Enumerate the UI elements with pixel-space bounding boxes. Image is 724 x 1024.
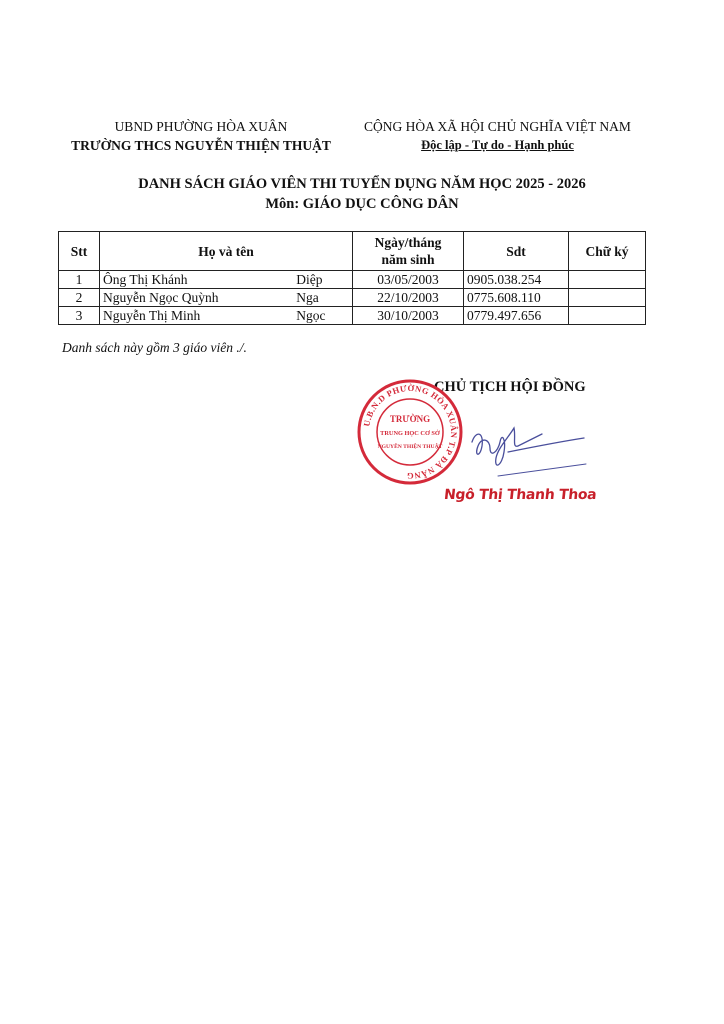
header-stt: Stt: [59, 232, 100, 271]
header-dob-line1: Ngày/tháng: [374, 235, 442, 250]
cell-phone: 0779.497.656: [464, 307, 569, 325]
national-motto-block: [340, 117, 655, 155]
cell-name: Ông Thị Khánh: [100, 271, 294, 289]
document-title: DANH SÁCH GIÁO VIÊN THI TUYỂN DỤNG NĂM HỌC 2025 - 2026: [138, 176, 586, 192]
seal-center-line3: NGUYỄN THIỆN THUẬT: [377, 444, 443, 450]
council-chair-title: CHỦ TỊCH HỘI ĐỒNG: [434, 379, 586, 395]
cell-stt: 1: [59, 271, 100, 289]
cell-stt: 3: [59, 307, 100, 325]
cell-stt: 2: [59, 289, 100, 307]
school-seal-icon: [356, 378, 464, 486]
cell-dob: 03/05/2003: [353, 271, 464, 289]
table-row: [59, 271, 646, 289]
cell-name: Nguyễn Ngọc Quỳnh: [100, 289, 294, 307]
teacher-list-table: [58, 231, 646, 325]
table-row: [59, 307, 646, 325]
cell-dob: 22/10/2003: [353, 289, 464, 307]
cell-given-name: Nga: [293, 289, 352, 307]
header-name: Họ và tên: [100, 232, 353, 271]
header-phone: Sdt: [464, 232, 569, 271]
national-name: CỘNG HÒA XÃ HỘI CHỦ NGHĨA VIỆT NAM: [364, 119, 631, 134]
cell-sign: [569, 307, 646, 325]
list-note: Danh sách này gồm 3 giáo viên ./.: [62, 340, 247, 355]
header-dob-line2: năm sinh: [381, 252, 435, 267]
issuer-block: [60, 117, 342, 155]
cell-sign: [569, 271, 646, 289]
cell-sign: [569, 289, 646, 307]
signer-name: Ngô Thị Thanh Thoa: [443, 487, 598, 503]
issuer-authority: UBND PHƯỜNG HÒA XUÂN: [114, 119, 288, 134]
header-sign: Chữ ký: [569, 232, 646, 271]
cell-given-name: Diệp: [293, 271, 352, 289]
header-dob: [353, 232, 464, 271]
seal-ring-text: U.B.N.D PHƯỜNG HÒA XUÂN T.P ĐÀ NẴNG: [361, 382, 460, 482]
document-subject: Môn: GIÁO DỤC CÔNG DÂN: [265, 196, 459, 212]
seal-center-line2: TRUNG HỌC CƠ SỞ: [380, 430, 440, 437]
cell-dob: 30/10/2003: [353, 307, 464, 325]
cell-name: Nguyễn Thị Minh: [100, 307, 294, 325]
table-row: [59, 289, 646, 307]
cell-given-name: Ngọc: [293, 307, 352, 325]
national-motto: Độc lập - Tự do - Hạnh phúc: [421, 138, 574, 152]
handwritten-signature-icon: [468, 418, 588, 478]
table-header-row: [59, 232, 646, 271]
issuer-school: TRƯỜNG THCS NGUYỄN THIỆN THUẬT: [71, 138, 331, 153]
seal-center-line1: TRƯỜNG: [389, 414, 431, 424]
cell-phone: 0775.608.110: [464, 289, 569, 307]
cell-phone: 0905.038.254: [464, 271, 569, 289]
